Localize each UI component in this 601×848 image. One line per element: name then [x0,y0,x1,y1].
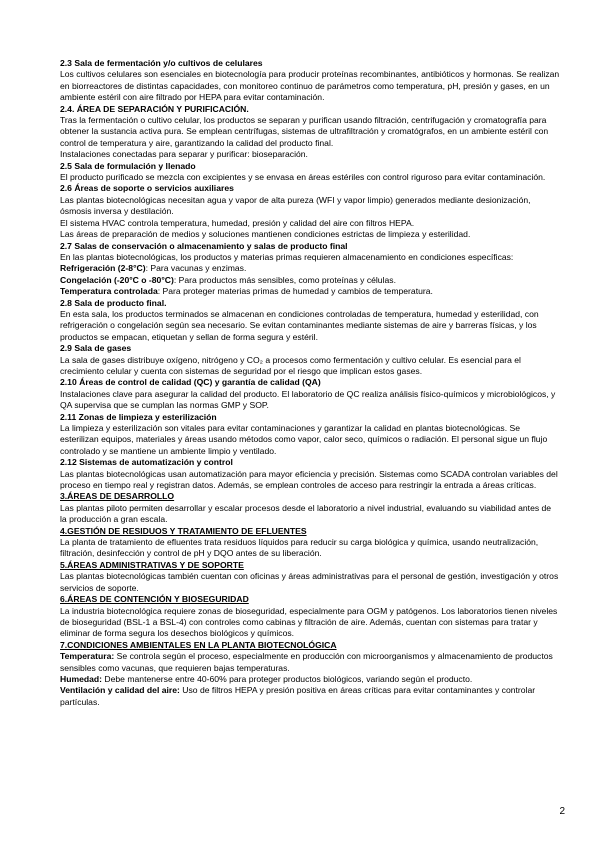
section-heading: 2.7 Salas de conservación o almacenamiento y salas de producto final [60,240,348,251]
paragraph-text: Las plantas biotecnológicas también cuentan con oficinas y áreas administrativas para el personal de gestión, investigación y otros servicios de soporte. [60,571,559,593]
paragraph [60,537,560,560]
paragraph-text: Los cultivos celulares son esenciales en biotecnología para producir proteínas recombinantes, antibióticos y hormonas. Se realizan en biorreactores de distintas capacidades, con monitoreo continuo de parámetros como temperatura, pH, presión y gases, en un ambiente estéril con aire filtrado por HEPA para evitar contaminación. [60,69,560,103]
paragraph-label: Temperatura controlada [60,286,158,297]
paragraph [60,252,560,263]
paragraph-text: Las plantas piloto permiten desarrollar y escalar procesos desde el laboratorio a nivel industrial, evaluando su viabilidad antes de la producción a gran escala. [60,502,552,525]
paragraph-text: Las áreas de preparación de medios y soluciones mantienen condiciones estrictas de limpieza y esterilidad. [60,229,471,240]
paragraph-text: Instalaciones conectadas para separar y purificar: bioseparación. [60,149,308,160]
paragraph [60,423,560,457]
section-heading: 2.4. ÁREA DE SEPARACIÓN Y PURIFICACIÓN. [60,103,249,114]
paragraph [60,69,560,103]
paragraph-text: : Para vacunas y enzimas. [145,263,247,274]
paragraph [60,309,560,343]
section-heading: 4.GESTIÓN DE RESIDUOS Y TRATAMIENTO DE EFLUENTES [60,525,307,536]
paragraph-label: Refrigeración (2-8°C) [60,263,146,274]
paragraph [60,115,560,149]
section-heading: 2.5 Sala de formulación y llenado [60,160,196,171]
section-heading: 2.12 Sistemas de automatización y control [60,457,233,468]
section-heading: 2.11 Zonas de limpieza y esterilización [60,411,217,422]
paragraph-text: : Para productos más sensibles, como proteínas y células. [173,274,396,285]
section-heading: 2.10 Áreas de control de calidad (QC) y garantía de calidad (QA) [60,377,321,388]
paragraph-text: La industria biotecnológica requiere zonas de bioseguridad, especialmente para OGM y patógenos. Los laboratorios tienen niveles de bioseguridad (BSL-1 a BSL-4) con controles como cabinas y filtración de aire. Además, cuentan con sistemas para tratar y eliminar de forma segura los desechos biológicos y químicos. [60,605,558,639]
paragraph [60,606,560,640]
section-heading: 2.3 Sala de fermentación y/o cultivos de celulares [60,58,263,68]
paragraph-text: Se controla según el proceso, especialmente en producción con microorganismos y almacenamiento de productos sensibles como vacunas, que requieren bajas temperaturas. [60,651,553,673]
document-page [60,58,560,708]
paragraph [60,503,560,526]
paragraph [60,229,560,240]
paragraph [60,275,560,286]
paragraph-label: Temperatura: [60,651,115,662]
paragraph-text: El sistema HVAC controla temperatura, humedad, presión y calidad del aire con filtros HEPA. [60,217,415,228]
section-heading: 2.8 Sala de producto final. [60,297,167,308]
paragraph-text: Debe mantenerse entre 40-60% para proteger productos biológicos, variando según el producto. [102,673,473,684]
paragraph-text: La limpieza y esterilización son vitales para evitar contaminaciones y garantizar la calidad en plantas biotecnológicas. Se esterilizan equipos, materiales y áreas usando métodos como vapor, calor seco, químicos o radiación. El personal sigue un flujo controlado y se mantiene un ambiente limpio y ventilado. [60,423,548,456]
paragraph [60,149,560,160]
section-heading: 2.6 Áreas de soporte o servicios auxiliares [60,183,234,194]
section-heading: 6.ÁREAS DE CONTENCIÓN Y BIOSEGURIDAD [60,594,249,605]
paragraph [60,469,560,492]
paragraph-text: Las plantas biotecnológicas necesitan agua y vapor de alta pureza (WFI y vapor limpio) generados mediante desionización, ósmosis inversa y destilación. [60,194,531,217]
paragraph-label: Ventilación y calidad del aire: [60,685,180,696]
section-heading: 7.CONDICIONES AMBIENTALES EN LA PLANTA BIOTECNOLÓGICA [60,639,337,650]
paragraph-text: Tras la fermentación o cultivo celular, los productos se separan y purifican usando filtración, centrifugación y cromatografía para obtener la sustancia activa pura. Se emplean centrífugas, sistemas de ultrafiltración y cromatógrafos, en un ambiente estéril con control de temperatura y aire, garantizando la calidad del producto final. [60,115,549,148]
paragraph [60,571,560,594]
paragraph [60,389,560,412]
paragraph [60,195,560,218]
paragraph-text: El producto purificado se mezcla con excipientes y se envasa en áreas estériles con control riguroso para evitar contaminación. [60,172,546,183]
paragraph-text: Las plantas biotecnológicas usan automatización para mayor eficiencia y precisión. Sistemas como SCADA controlan variables del proceso en tiempo real y registran datos. Además, se emplean controles de acceso para restringir la entrada a áreas críticas. [60,468,558,491]
paragraph-text: En las plantas biotecnológicas, los productos y materias primas requieren almacenamiento en condiciones específicas: [60,251,514,262]
paragraph-text: : Para proteger materias primas de humedad y cambios de temperatura. [157,286,433,297]
paragraph [60,685,560,708]
paragraph-text: La sala de gases distribuye oxígeno, nitrógeno y CO₂ a procesos como fermentación y cultivo celular. Es esencial para el crecimiento celular y cuenta con sistemas de seguridad por el riesgo que implican estos gases. [60,354,521,376]
paragraph [60,674,560,685]
section-heading: 3.ÁREAS DE DESARROLLO [60,491,175,502]
section-heading: 2.9 Sala de gases [60,343,132,354]
paragraph-label: Congelación (-20°C o -80°C) [60,274,174,285]
paragraph-text: La planta de tratamiento de efluentes trata residuos líquidos para reducir su carga biológica y química, usando neutralización, filtración, desinfección y control de pH y DQO antes de su liberación. [60,537,539,559]
paragraph [60,172,560,183]
paragraph-text: Uso de filtros HEPA y presión positiva en áreas críticas para evitar contaminantes y controlar partículas. [60,685,536,707]
paragraph [60,286,560,297]
paragraph-text: Instalaciones clave para asegurar la calidad del producto. El laboratorio de QC realiza análisis físico-químicos y microbiológicos, y QA supervisa que se cumplan las normas GMP y SOP. [60,388,556,411]
paragraph [60,218,560,229]
paragraph [60,263,560,274]
paragraph [60,651,560,674]
paragraph-label: Humedad: [60,673,103,684]
section-heading: 5.ÁREAS ADMINISTRATIVAS Y DE SOPORTE [60,559,244,570]
paragraph [60,355,560,378]
paragraph-text: En esta sala, los productos terminados se almacenan en condiciones controladas de temperatura, humedad y esterilidad, con refrigeración o congelación según sea necesario. Se evitan contaminantes mediante sistemas de aire y barreras físicas, y los productos se empacan, etiquetan y sellan de forma segura y estéril. [60,308,539,342]
page-number: 2 [559,806,565,817]
